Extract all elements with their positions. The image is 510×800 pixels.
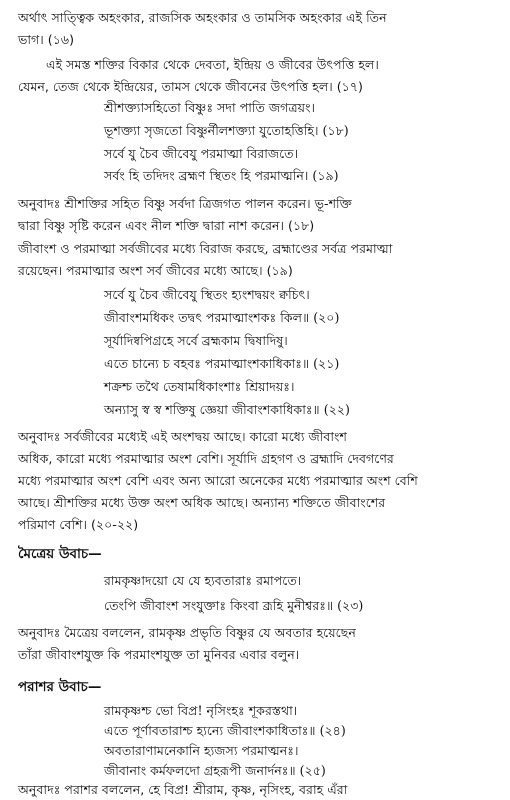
verse-line: তেংপি জীবাংশ সংযুক্তাঃ কিংবা ব্রূহি মুনীশ্বরঃ॥ (২৩) [104,598,364,613]
verse-line: জীবাংশমধিকং তদ্বৎ পরমাত্মাংশকঃ কিল॥ (২০) [104,310,340,325]
text-line: এই সমস্ত শক্তির বিকার থেকে দেবতা, ইন্দ্রিয় ও জীবের উৎপত্তি হল। [46,57,379,72]
verse-line: সর্বে যু চৈব জীবেযু স্থিতং হ্যংশদ্বয়ং ক্বচিৎ। [104,287,310,302]
translation-line: অনুবাদঃ পরাশর বললেন, হে বিপ্র! শ্রীরাম, কৃষ্ণ, নৃসিংহ, বরাহ এঁরা [18,782,348,797]
translation-line: তাঁরা জীবাংশযুক্ত কি পরমাংশযুক্ত তা মুনিবর এবার বলুন। [18,647,300,662]
verse-line: শ্রীশক্ত্যাসহিতো বিষ্ণুঃ সদা পাতি জগত্রয়ং। [104,100,316,115]
verse-line: সর্বং হি তদিদং ব্রহ্মণ স্থিতং হি পরমাত্মনি। (১৯) [104,168,339,183]
text-line: অর্থাৎ সাত্ত্বিক অহংকার, রাজসিক অহংকার ও তামসিক অহংকার এই তিন [18,10,387,25]
translation-line: পরিমাণ বেশি। (২০-২২) [18,517,139,532]
translation-line: আছে। শ্রীশক্তির মধ্যে উক্ত অংশ অধিক আছে। অন্যান্য শক্তিতে জীবাংশের [18,495,386,510]
verse-line: রামকৃষ্ণশ্চ ভো বিপ্র! নৃসিংহঃ শূকরস্তথা। [104,703,298,718]
verse-line: এতে পূর্ণাবতারাশ্চ হ্যন্যে জীবাংশকাধিতাঃ॥ (২৪) [104,723,346,738]
section-heading-maitreya: মৈত্রেয় উবাচ— [18,546,102,562]
section-heading-parashara: পরাশর উবাচ— [18,679,102,695]
translation-line: অধিক, কারো মধ্যে পরমাত্মার অংশ বেশি। সূর্যাদি গ্রহগণ ও ব্রহ্মাদি দেবগণের [18,451,394,466]
verse-line: সর্বে যু চৈব জীবেযু পরমাত্মা বিরাজতে। [104,146,299,161]
verse-line: সূর্যাদিষ্বপিগ্রহে সর্বে ব্রহ্মকাম দ্বিষাদিষু। [104,333,288,348]
translation-line: অনুবাদঃ সর্বজীবের মধ্যেই এই অংশদ্বয় আছে। কারো মধ্যে জীবাংশ [18,429,347,444]
verse-line: জীবানাং কর্মফলদো গ্রহরূপী জনার্দনঃ॥ (২৫) [104,763,326,778]
translation-line: মধ্যে পরমাত্মার অংশ বেশি এবং অন্য আরো অনেকের মধ্যে পরমাত্মার অংশ বেশি [18,473,418,488]
translation-line: অনুবাদঃ মৈত্রেয় বললেন, রামকৃষ্ণ প্রভৃতি বিষ্ণুর যে অবতার হয়েছেন [18,625,356,640]
verse-line: এতে চান্যে চ বহবঃ পরমাত্মাংশকাধিকাঃ॥ (২১) [104,356,340,371]
verse-line: রামকৃষ্ণাদয়ো যে যে হ্যবতারাঃ রমাপতে। [104,573,302,588]
translation-line: দ্বারা বিষ্ণু সৃষ্টি করেন এবং নীল শক্তি দ্বারা নাশ করেন। (১৮) [18,218,315,233]
text-line: যেমন, তেজ থেকে ইন্দ্রিয়ের, তামস থেকে জীবনের উৎপত্তি হল। (১৭) [18,79,363,94]
verse-line: শক্রশ্চ তথৈ তেষামধিকাংশাঃ শ্রিয়াদয়ঃ। [104,379,295,394]
translation-line: জীবাংশ ও পরমাত্মা সর্বজীবের মধ্যে বিরাজ করছে, ব্রহ্মাণ্ডের সর্বত্র পরমাত্মা [18,241,393,256]
verse-line: অবতারাণামনেকানি হ্যজস্য পরমাত্মনঃ। [104,743,299,758]
text-line: ভাগ। (১৬) [18,32,74,47]
verse-line: ভূশক্ত্যা সৃজতো বিষ্ণুর্নীলশক্ত্যা যুতোহত্তিহি। (১৮) [104,123,349,138]
verse-line: অন্যাসু স্ব স্ব শক্তিষু জ্ঞেয়া জীবাংশকাধিকাঃ॥ (২২) [104,402,350,417]
translation-line: অনুবাদঃ শ্রীশক্তির সহিত বিষ্ণু সর্বদা ত্রিজগত পালন করেন। ভূ-শক্তি [18,196,352,211]
translation-line: রয়েছেন। পরমাত্মার অংশ সর্ব জীবের মধ্যে আছে। (১৯) [18,263,293,278]
